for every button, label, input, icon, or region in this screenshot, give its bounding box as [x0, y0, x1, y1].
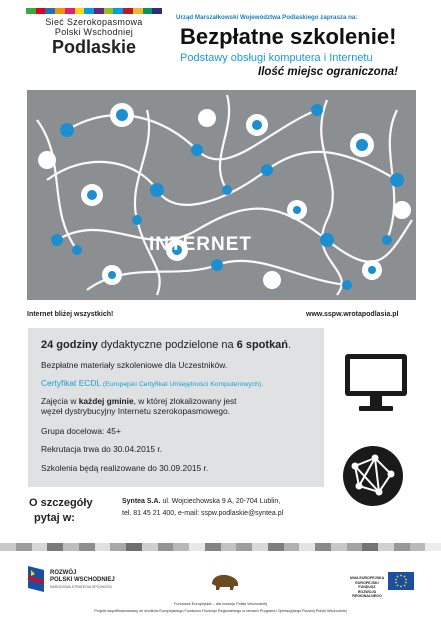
limited-places-note: Ilość miejsc ograniczona! [258, 66, 398, 78]
logo-line-3: Podlaskie [51, 37, 137, 57]
municipality-line-2: węzeł dystrybucyjny Internetu szerokopasmowego. [41, 406, 230, 416]
strip-segment [63, 543, 79, 551]
funds-line: Fundusze Europejskie – dla rozwoju Polski Wschodniej [174, 602, 267, 606]
invitation-text: Urząd Marszałkowski Województwa Podlaskiego zaprasza na: [176, 14, 358, 21]
strip-segment [252, 543, 268, 551]
strip-segment [347, 543, 363, 551]
logo-bar-segment [133, 8, 143, 14]
strip-segment [299, 543, 315, 551]
strip-segment [142, 543, 158, 551]
podlaskie-bison-logo [208, 570, 242, 594]
logo-bar-segment [26, 8, 36, 14]
materials-pre: Bezpłatne materiały [41, 360, 117, 370]
eu-flag-icon [388, 572, 414, 590]
contact-label-1: O szczegóły [29, 497, 93, 509]
meetings-strong: 6 spotkań [236, 339, 289, 351]
company-name: Syntea S.A. [122, 498, 161, 505]
contact-label-2: pytaj w: [34, 512, 75, 524]
rpw-flag-logo [26, 564, 46, 594]
strip-segment [362, 543, 378, 551]
logo-bar-segment [123, 8, 133, 14]
decorative-color-strip [0, 543, 441, 551]
hours-strong: 24 godziny [41, 339, 98, 351]
logo-bar-segment [65, 8, 75, 14]
rpw-sub: NARODOWA STRATEGIA SPÓJNOŚCI [50, 585, 113, 589]
logo-line-1: Sieć Szerokopasmowa [45, 17, 143, 27]
municipality-strong: każdej gminie [78, 396, 134, 406]
contact-phone-email[interactable]: tel. 81 45 21 400, e-mail: sspw.podlaskie@syntea.pl [122, 510, 284, 517]
municipality-line-1 [41, 396, 237, 406]
logo-bar-segment [94, 8, 104, 14]
page-subtitle: Podstawy obsługi komputera i Internetu [180, 52, 373, 64]
trainings-line: Szkolenia będą realizowane do 30.09.2015 r. [41, 463, 209, 473]
eu-line-3: ROZWOJU REGIONALNEGO [352, 589, 382, 598]
certificate-line [41, 378, 263, 390]
sspw-logo [26, 8, 162, 57]
cert-note: (Europejski Certyfikat Umiejętności Komputerowych). [101, 381, 264, 388]
hours-line [41, 340, 291, 350]
logo-bar-segment [143, 8, 153, 14]
strip-segment [173, 543, 189, 551]
materials-line [41, 360, 227, 370]
strip-segment [205, 543, 221, 551]
eu-line-2: EUROPEJSKI FUNDUSZ [355, 580, 379, 589]
logo-bar-segment [45, 8, 55, 14]
info-box [28, 328, 324, 487]
rpw-logo-text [50, 570, 115, 591]
logo-bar-segment [84, 8, 94, 14]
recruitment-line: Rekrutacja trwa do 30.04.2015 r. [41, 444, 163, 454]
strip-segment [221, 543, 237, 551]
logo-bar-segment [55, 8, 65, 14]
logo-color-bar [26, 8, 162, 14]
contact-address-line [122, 498, 280, 505]
strip-segment [0, 543, 16, 551]
strip-segment [79, 543, 95, 551]
rpw-line-1: ROZWÓJ [50, 570, 77, 576]
strip-segment [158, 543, 174, 551]
website-link[interactable]: www.sspw.wrotapodlasia.pl [306, 311, 399, 318]
cert-label: Certyfikat ECDL [41, 378, 102, 388]
internet-word: INTERNET [149, 234, 252, 255]
project-line: Projekt współfinansowany ze środków Europejskiego Funduszu Rozwoju Regionalnego w ramach Programu Operacyjnego Rozwój Polski Wschodniej [94, 609, 347, 613]
tagline: Internet bliżej wszystkich! [27, 311, 114, 318]
company-address: ul. Wojciechowska 9 A, 20-704 Lublin, [160, 498, 281, 505]
materials-post: dla Uczestników. [162, 360, 228, 370]
municipality-post: , w której zlokalizowany jest [133, 396, 237, 406]
target-group-line: Grupa docelowa: 45+ [41, 426, 121, 436]
strip-segment [378, 543, 394, 551]
bison-icon [208, 570, 242, 592]
eu-line-1: UNIA EUROPEJSKA [349, 576, 385, 580]
logo-bar-segment [36, 8, 46, 14]
municipality-pre: Zajęcia w [41, 396, 79, 406]
strip-segment [410, 543, 426, 551]
strip-segment [236, 543, 252, 551]
strip-segment [268, 543, 284, 551]
strip-segment [32, 543, 48, 551]
internet-banner [27, 90, 416, 300]
strip-segment [95, 543, 111, 551]
network-globe-icon [341, 444, 405, 508]
logo-bar-segment [152, 8, 162, 14]
strip-segment [284, 543, 300, 551]
strip-segment [126, 543, 142, 551]
strip-segment [315, 543, 331, 551]
eu-text [347, 576, 387, 599]
strip-segment [189, 543, 205, 551]
hours-mid: dydaktyczne podzielone na [97, 339, 237, 351]
logo-bar-segment [104, 8, 114, 14]
logo-bar-segment [75, 8, 85, 14]
strip-segment [110, 543, 126, 551]
strip-segment [394, 543, 410, 551]
rpw-line-2: POLSKI WSCHODNIEJ [50, 577, 115, 583]
page-title: Bezpłatne szkolenie! [180, 24, 397, 49]
monitor-icon [343, 352, 409, 414]
logo-line-2: Polski Wschodniej [54, 27, 134, 37]
materials-strong: szkoleniowe [116, 360, 163, 370]
network-illustration [27, 90, 416, 300]
strip-segment [47, 543, 63, 551]
logo-bar-segment [113, 8, 123, 14]
hours-end: . [288, 339, 292, 351]
strip-segment [331, 543, 347, 551]
strip-segment [425, 543, 441, 551]
strip-segment [16, 543, 32, 551]
